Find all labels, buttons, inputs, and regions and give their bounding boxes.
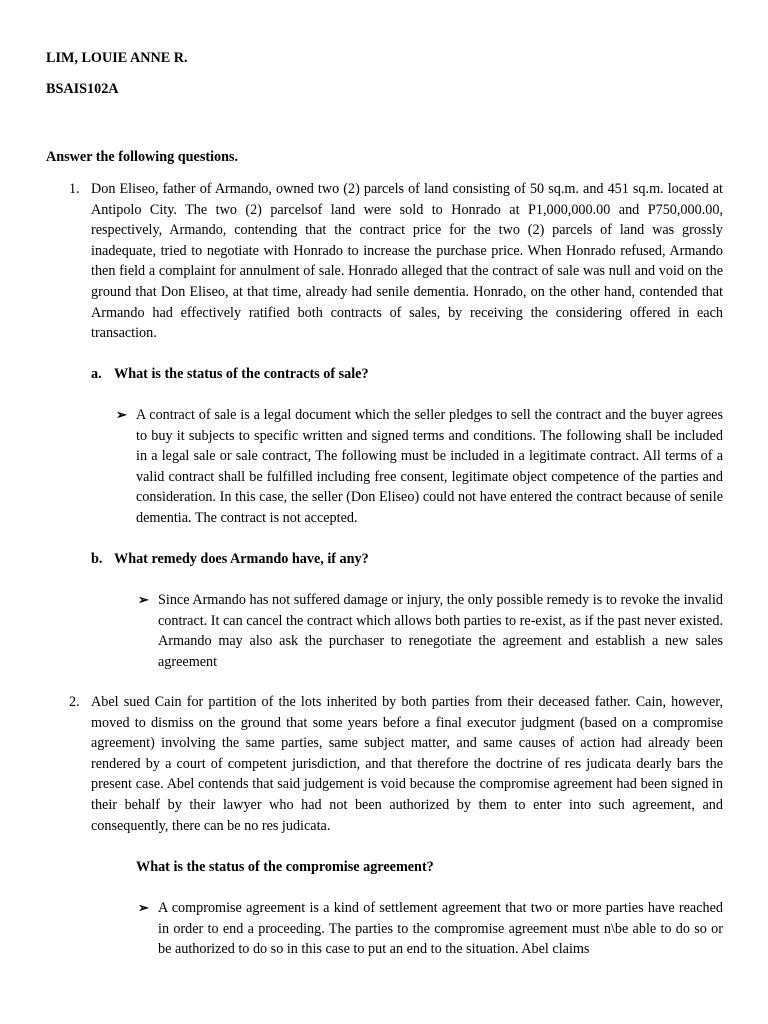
student-section: BSAIS102A — [46, 81, 119, 97]
question-number: 2. — [69, 694, 80, 710]
subquestion-a: What is the status of the contracts of sale? — [114, 366, 369, 382]
arrow-bullet-icon: ➢ — [138, 592, 149, 607]
arrow-bullet-icon: ➢ — [116, 407, 127, 422]
question-number: 1. — [69, 181, 80, 197]
answer-a: A contract of sale is a legal document which the seller pledges to sell the contract and the buyer agrees to buy it subjects to specific written and signed terms and conditions. The following shall be included in a legal sale or sale contract, The following must be included in a legitimate contract. All terms of a valid contract shall be fulfilled including free consent, legitimate object competence of the parties and consideration. In this case, the seller (Don Eliseo) could not have entered the contract because of senile dementia. The contract is not accepted. — [136, 407, 723, 526]
subquestion-label: b. — [91, 551, 103, 567]
instruction-heading: Answer the following questions. — [46, 149, 239, 165]
arrow-bullet-icon: ➢ — [138, 900, 149, 915]
answer-b: Since Armando has not suffered damage or injury, the only possible remedy is to revoke the invalid contract. It can cancel the contract which allows both parties to re-exist, as if the past never existed. Armando may also ask the purchaser to renegotiate the agreement and establish a new sales agreement — [158, 592, 723, 670]
question-2-subquestion: What is the status of the compromise agreement? — [136, 859, 434, 875]
answer-2: A compromise agreement is a kind of settlement agreement that two or more parties have reached in order to end a proceeding. The parties to the compromise agreement must n\be able to do so or be authorized to do so in this case to put an end to the situation. Abel claims — [158, 900, 723, 958]
question-1-text: Don Eliseo, father of Armando, owned two (2) parcels of land consisting of 50 sq.m. and 451 sq.m. located at Antipolo City. The two (2) parcelsof land were sold to Honrado at P1,000,000.00 and P750,000.00, respectively, Armando, contending that the contract price for the two (2) parcels of land was grossly inadequate, tried to negotiate with Honrado to increase the purchase price. When Honrado refused, Armando then field a complaint for annulment of sale. Honrado alleged that the contract of sale was null and void on the ground that Don Eliseo, at that time, already had senile dementia. Honrado, on the other hand, contended that Armando had effectively ratified both contracts of sales, by receiving the considering offered in each transaction. — [91, 181, 723, 342]
subquestion-label: a. — [91, 366, 102, 382]
question-2-text: Abel sued Cain for partition of the lots inherited by both parties from their deceased father. Cain, however, moved to dismiss on the ground that some years before a final executor judgment (based on a compromise agreement) involving the same parties, same subject matter, and same causes of action had already been rendered by a court of competent jurisdiction, and that therefore the doctrine of res judicata dearly bars the present case. Abel contends that said judgement is void because the compromise agreement had been signed in their behalf by their lawyer who had not been authorized by them to enter into such agreement, and consequently, there can be no res judicata. — [91, 694, 723, 834]
student-name: LIM, LOUIE ANNE R. — [46, 50, 188, 66]
subquestion-b: What remedy does Armando have, if any? — [114, 551, 369, 567]
